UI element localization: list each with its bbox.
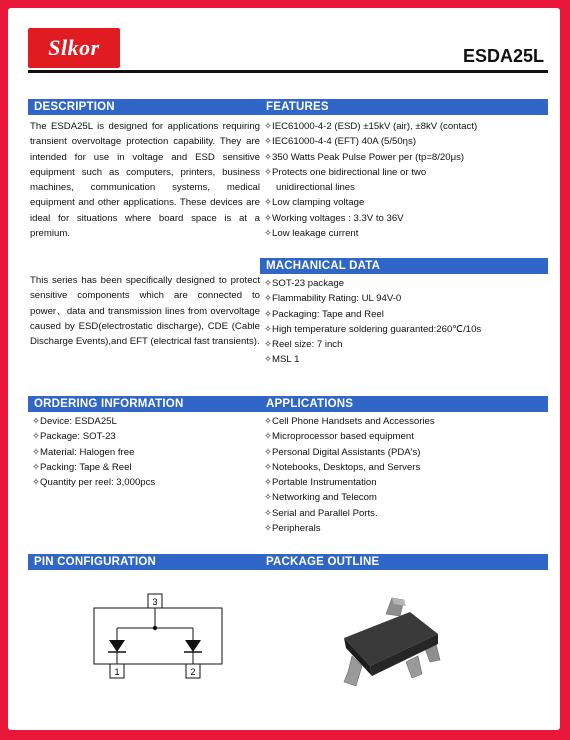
header-rule <box>28 70 548 73</box>
sot23-body-outline <box>94 608 222 664</box>
ordering-item: ✧Material: Halogen free <box>32 446 135 458</box>
description-paragraph-2: This series has been specifically designed to protect sensitive components which are connected to power、data and transmission lines from overvoltage caused by ESD(electrostatic discharge), CDE (Cable Discharge Events),and EFT (electrical fast transients). <box>30 275 260 348</box>
feature-item: ✧Working voltages : 3.3V to 36V <box>264 212 404 224</box>
junction-dot <box>153 626 157 630</box>
application-item: ✧Networking and Telecom <box>264 492 377 504</box>
mechanical-item: ✧High temperature soldering guaranted:260℃/10s <box>264 323 482 335</box>
applications-list <box>264 414 435 536</box>
brand-logo-text: Slkor <box>48 35 100 60</box>
mechanical-data-list <box>264 276 481 368</box>
feature-item: unidirectional lines <box>276 182 355 194</box>
sot23-package-image <box>326 586 456 696</box>
datasheet-page <box>8 8 560 730</box>
ordering-item: ✧Device: ESDA25L <box>32 416 117 427</box>
pin-1-label: 1 <box>114 667 120 677</box>
applications-header: APPLICATIONS <box>260 396 548 412</box>
ordering-info-list <box>32 414 155 490</box>
mechanical-item: ✧Reel size: 7 inch <box>264 339 343 351</box>
feature-item: ✧Protects one bidirectional line or two <box>264 166 427 178</box>
pin-config-diagram <box>88 588 238 688</box>
application-item: ✧Microprocessor based equipment <box>264 431 414 443</box>
ordering-item: ✧Packing: Tape & Reel <box>32 461 132 473</box>
diode-1-icon <box>109 640 125 652</box>
feature-item: ✧IEC61000-4-4 (EFT) 40A (5/50ηs) <box>264 136 417 148</box>
mechanical-item: ✧SOT-23 package <box>264 278 345 289</box>
features-header: FEATURES <box>260 99 548 115</box>
feature-item: ✧Low clamping voltage <box>264 197 365 209</box>
description-paragraph-1: The ESDA25L is designed for applications requiring transient overvoltage protection capability. They are intended for use in voltage and ESD sensitive equipment such as computers, printers, business machines, communication systems, medical equipment and other applications. These devices are ideal for situations where board space is at a premium. <box>30 121 260 240</box>
diode-2-icon <box>185 640 201 652</box>
application-item: ✧Serial and Parallel Ports. <box>264 507 378 519</box>
pin-config-header: PIN CONFIGURATION <box>28 554 266 570</box>
brand-logo <box>28 28 120 68</box>
ordering-info-header: ORDERING INFORMATION <box>28 396 266 412</box>
ordering-item: ✧Package: SOT-23 <box>32 431 116 443</box>
feature-item: ✧Low leakage current <box>264 228 359 240</box>
mechanical-data-header: MACHANICAL DATA <box>260 258 548 274</box>
application-item: ✧Personal Digital Assistants (PDA's) <box>264 446 421 458</box>
ordering-item: ✧Quantity per reel: 3,000pcs <box>32 477 156 489</box>
application-item: ✧Peripherals <box>264 523 321 535</box>
mechanical-item: ✧MSL 1 <box>264 354 300 366</box>
pin-2-label: 2 <box>190 667 196 677</box>
mechanical-item: ✧Flammability Rating: UL 94V-0 <box>264 293 402 305</box>
features-list <box>264 119 477 241</box>
mechanical-item: ✧Packaging: Tape and Reel <box>264 308 384 320</box>
part-number-title: ESDA25L <box>462 46 544 66</box>
pin-3-label: 3 <box>152 597 158 607</box>
description-header: DESCRIPTION <box>28 99 266 115</box>
bottom-right-lead <box>406 656 422 678</box>
application-item: ✧Notebooks, Desktops, and Servers <box>264 461 421 473</box>
feature-item: ✧350 Watts Peak Pulse Power per (tp=8/20μs) <box>264 151 465 163</box>
application-item: ✧Cell Phone Handsets and Accessories <box>264 416 435 427</box>
package-outline-header: PACKAGE OUTLINE <box>260 554 548 570</box>
feature-item: ✧IEC61000-4-2 (ESD) ±15kV (air), ±8kV (contact) <box>264 121 478 132</box>
application-item: ✧Portable Instrumentation <box>264 477 377 489</box>
